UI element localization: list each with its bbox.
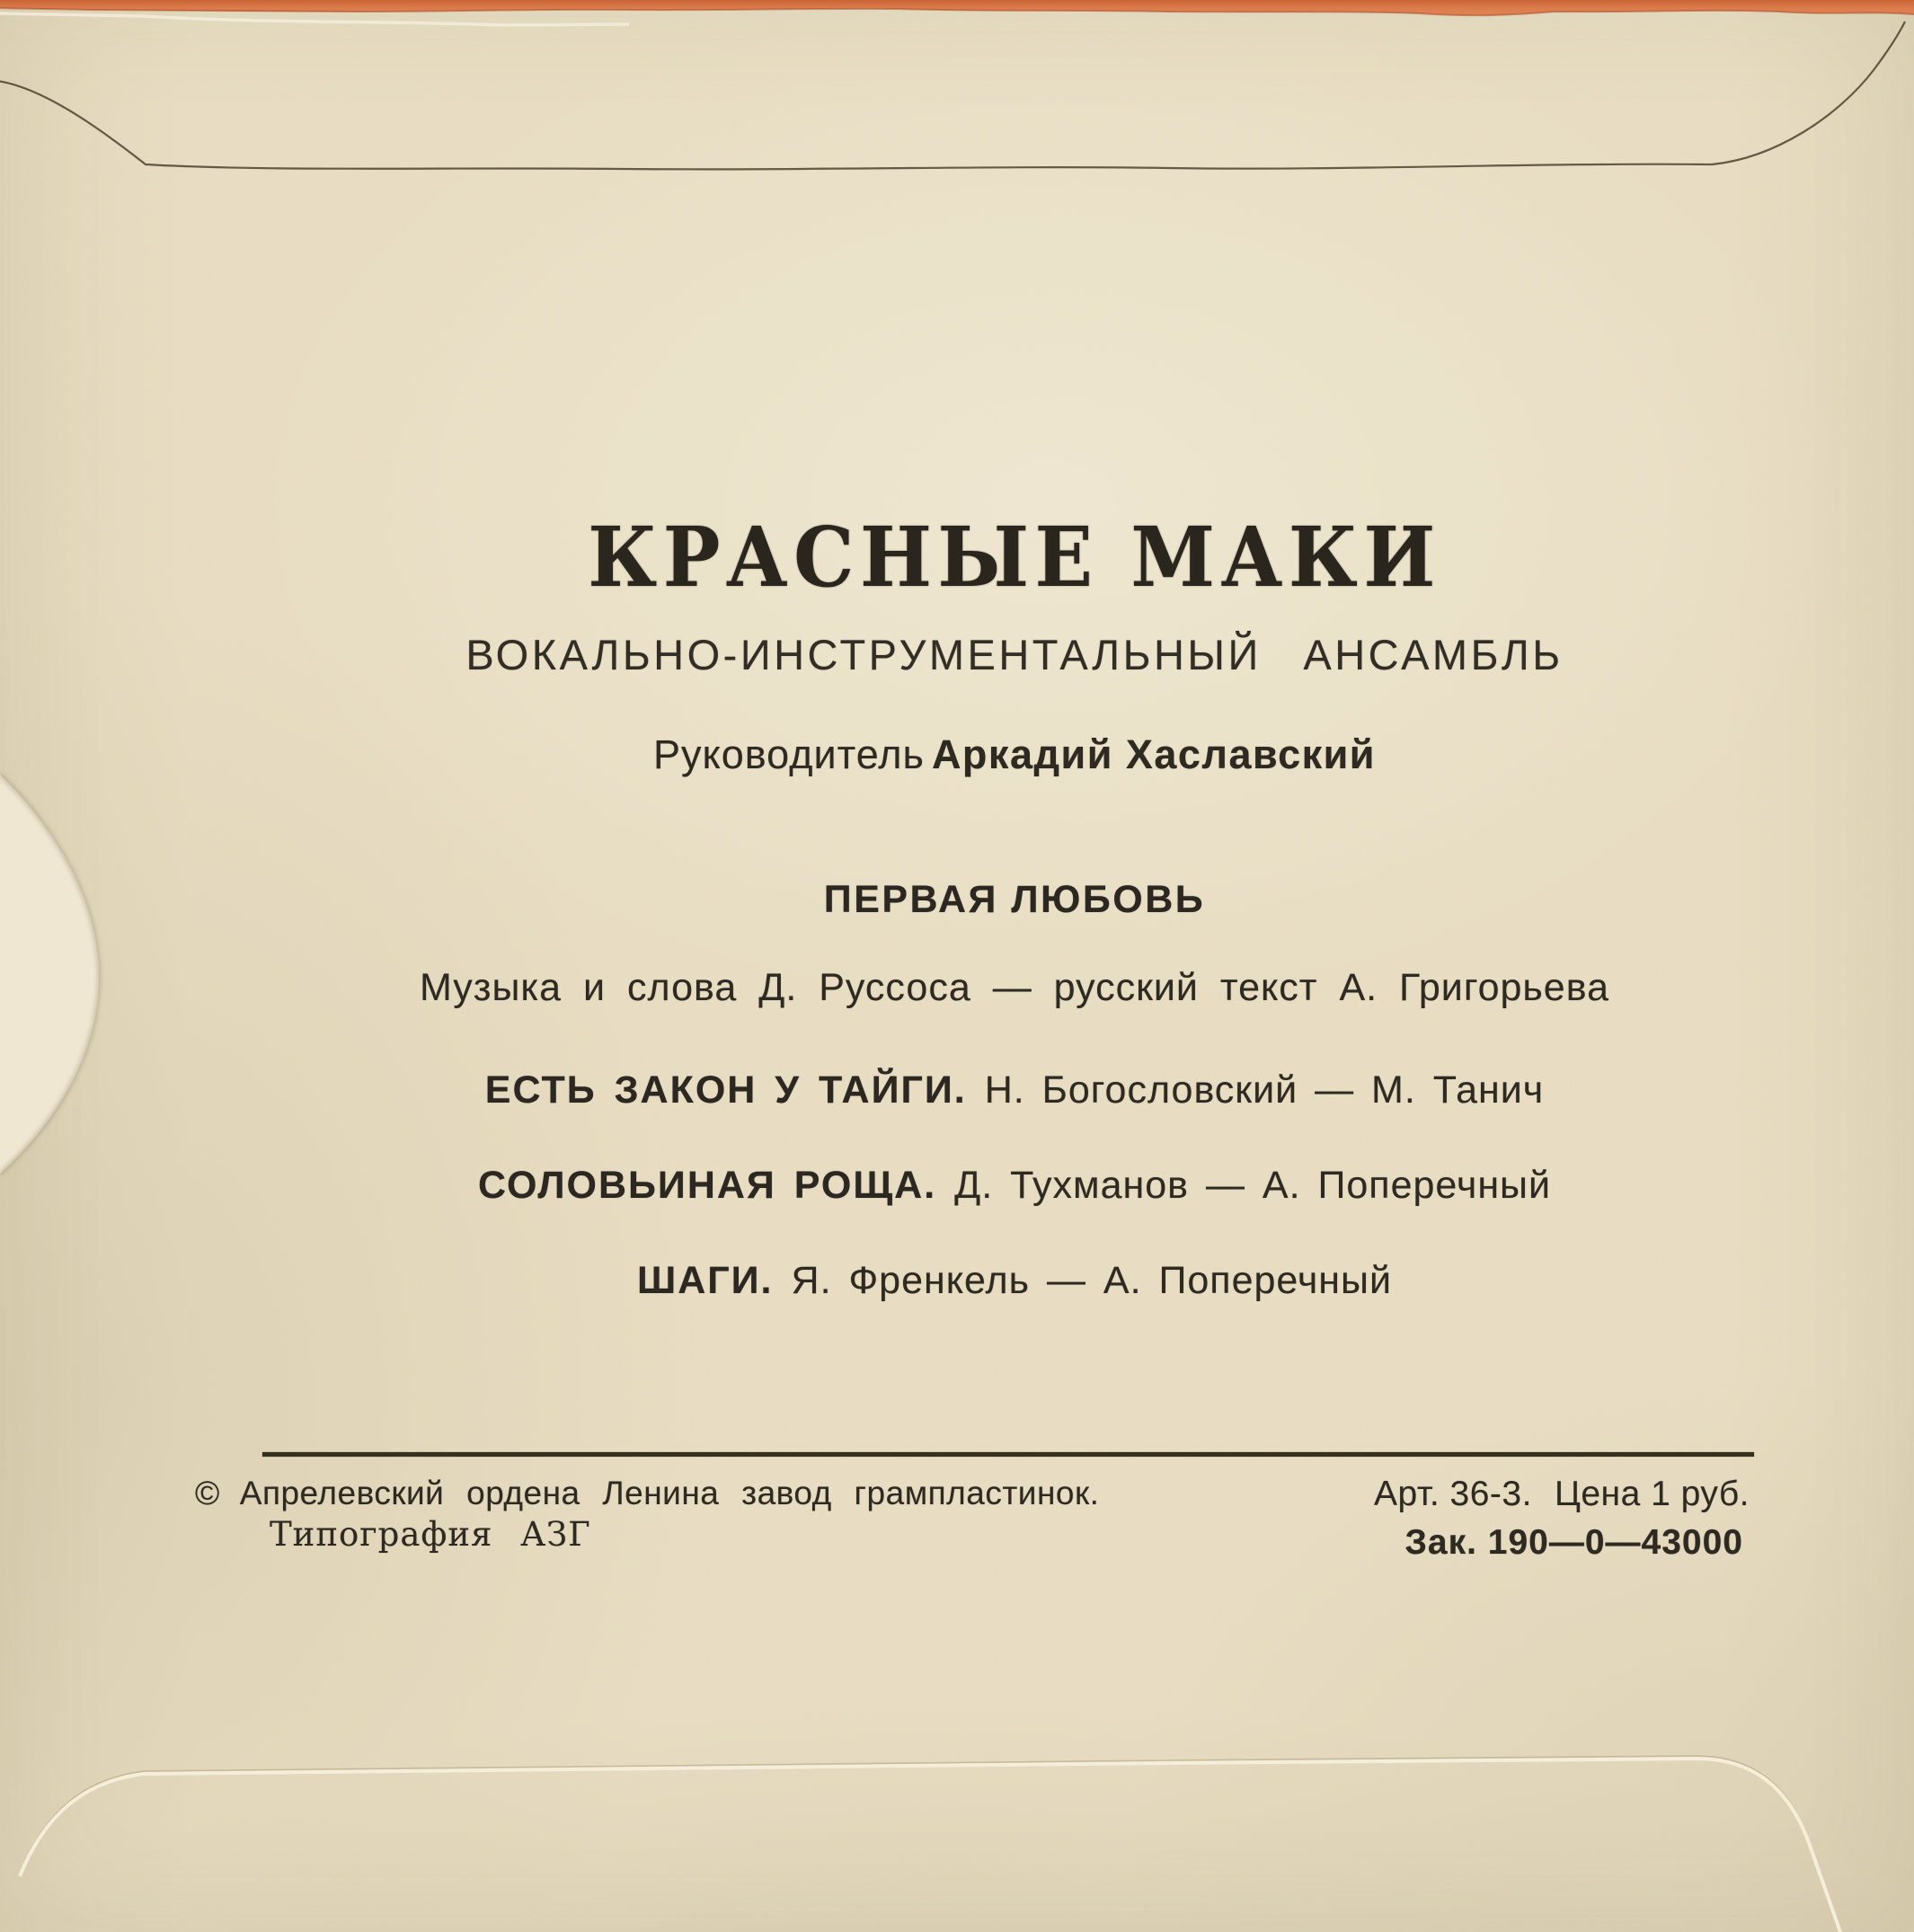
publisher-name: Апрелевский ордена Ленина завод грампластинок. bbox=[239, 1475, 1100, 1511]
leader-line bbox=[58, 731, 1914, 777]
copyright-line bbox=[195, 1476, 1099, 1512]
ensemble-title: КРАСНЫЕ МАКИ bbox=[588, 509, 1441, 606]
leader-label: Руководитель bbox=[653, 731, 925, 777]
track-4-title: ШАГИ. bbox=[637, 1259, 774, 1302]
track-2-credits: Н. Богословский — М. Танич bbox=[984, 1068, 1545, 1112]
track-2-line bbox=[58, 1068, 1914, 1112]
leader-name: Аркадий Хаславский bbox=[931, 731, 1376, 777]
track-3-line bbox=[58, 1166, 1914, 1205]
ensemble-subtitle: ВОКАЛЬНО-ИНСТРУМЕНТАЛЬНЫЙ АНСАМБЛЬ bbox=[465, 631, 1564, 678]
track-3-title: СОЛОВЬИНАЯ РОЩА. bbox=[477, 1164, 937, 1207]
catalog-price-line bbox=[1374, 1476, 1750, 1514]
track-1-credits: Музыка и слова Д. Руссоса — русский текст А. Григорьева bbox=[420, 966, 1609, 1009]
footer-divider-rule bbox=[262, 1452, 1754, 1457]
track-4-line bbox=[58, 1259, 1914, 1302]
copyright-symbol: © bbox=[195, 1475, 220, 1511]
price: Цена 1 руб. bbox=[1555, 1475, 1750, 1513]
art-number: Арт. 36-3. bbox=[1374, 1475, 1532, 1513]
track-1-title: ПЕРВАЯ ЛЮБОВЬ bbox=[823, 878, 1206, 921]
order-number: Зак. 190—0—43000 bbox=[1404, 1523, 1743, 1562]
track-3-credits: Д. Тухманов — А. Поперечный bbox=[954, 1164, 1551, 1207]
track-2-title: ЕСТЬ ЗАКОН У ТАЙГИ. bbox=[484, 1068, 967, 1112]
track-4-credits: Я. Френкель — А. Поперечный bbox=[791, 1259, 1392, 1302]
printer-line: Типография АЗГ bbox=[270, 1515, 591, 1554]
